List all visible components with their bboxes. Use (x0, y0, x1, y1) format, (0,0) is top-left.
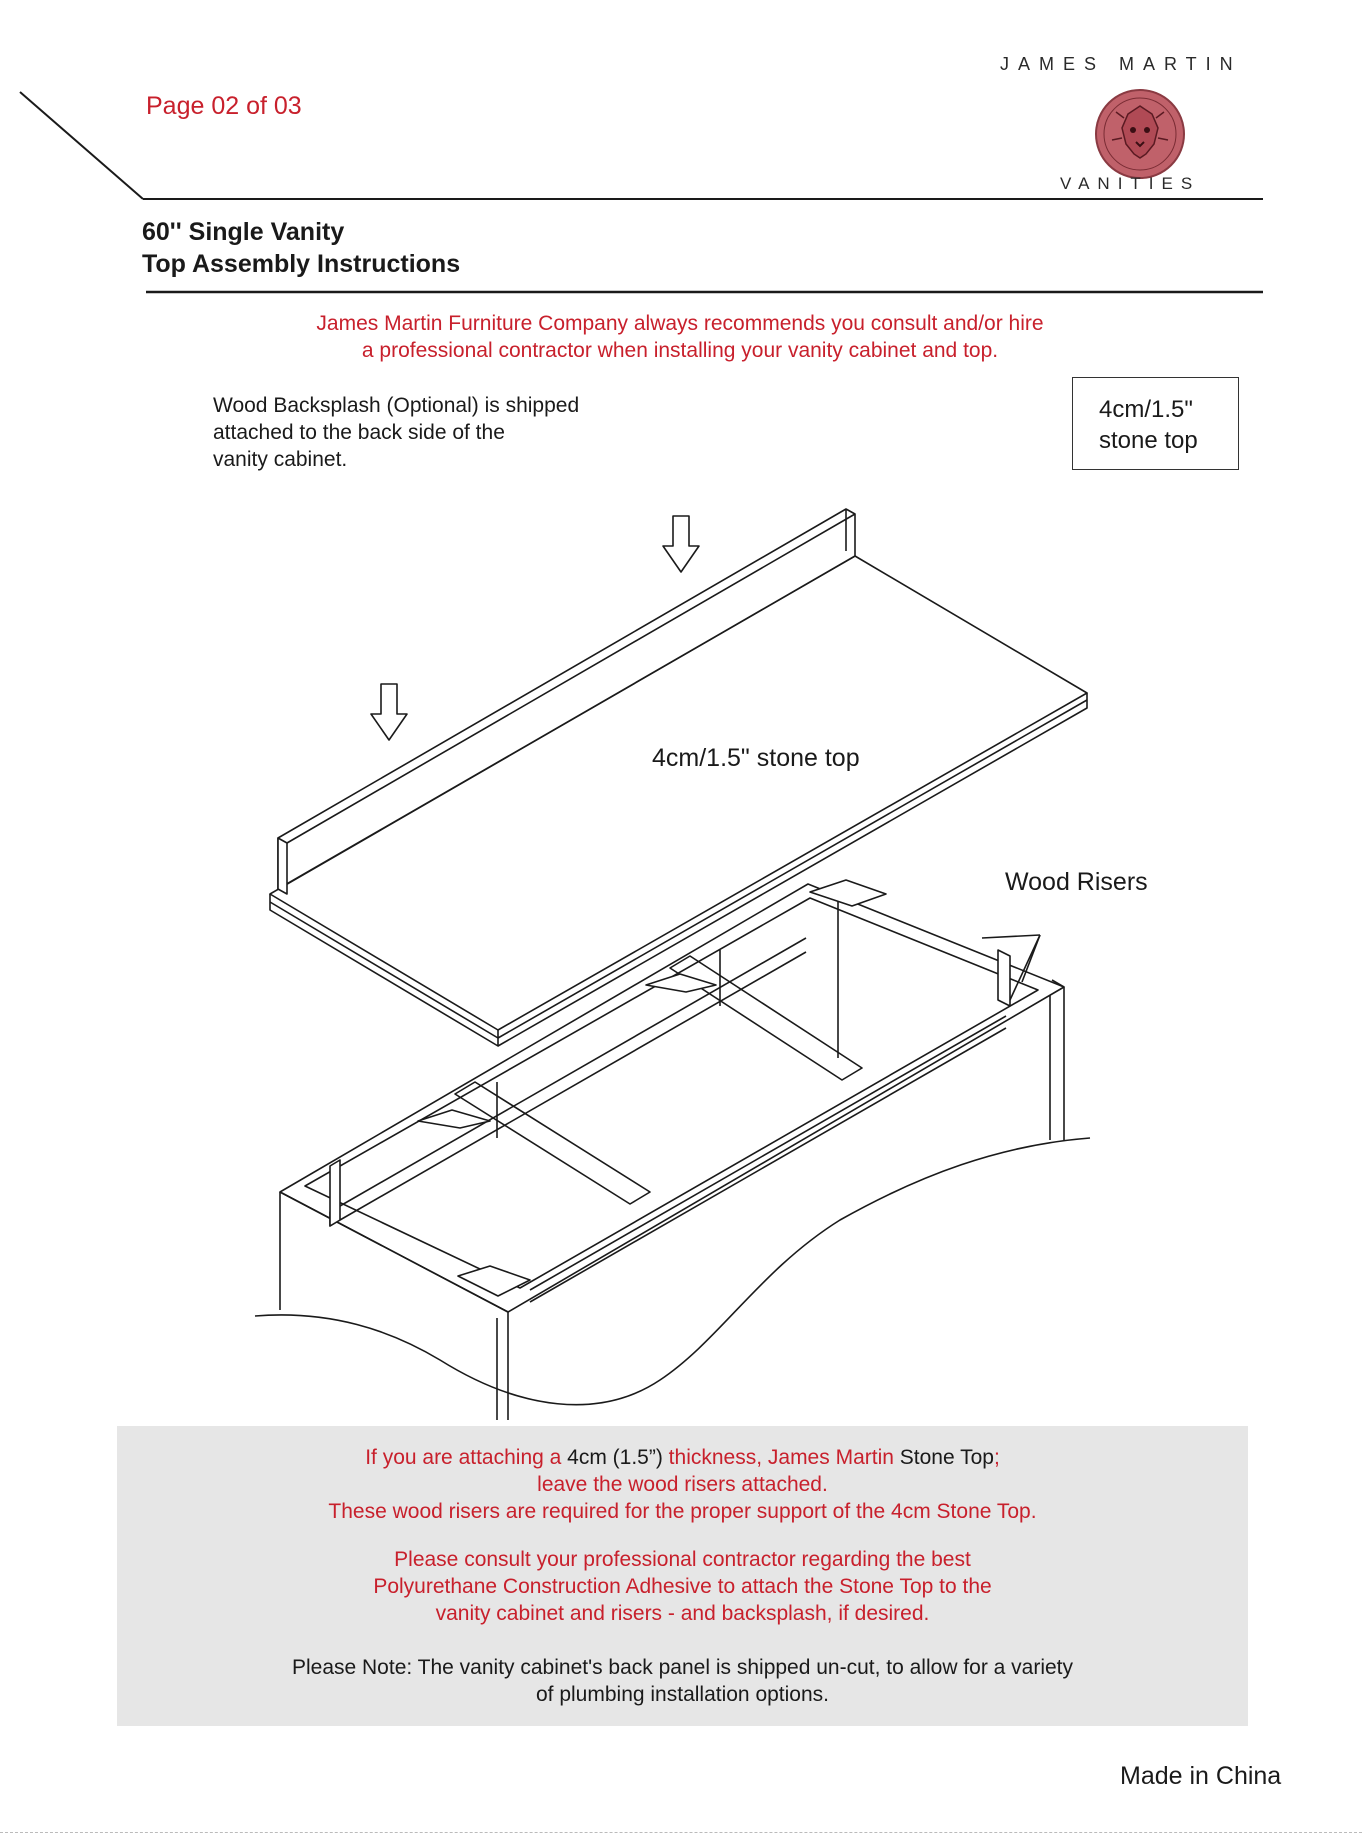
panel-line-1-part-c: thickness, James Martin (662, 1446, 900, 1469)
panel-line-3: These wood risers are required for the proper support of the 4cm Stone Top. (328, 1500, 1037, 1523)
panel-line-5: Polyurethane Construction Adhesive to attach the Stone Top to the (373, 1575, 992, 1598)
panel-line-6: vanity cabinet and risers - and backsplash, if desired. (435, 1602, 930, 1625)
panel-line-1-part-d: Stone Top (899, 1446, 994, 1469)
panel-line-1 (117, 1444, 1248, 1471)
notice-line-2: a professional contractor when installing your vanity cabinet and top. (361, 339, 999, 362)
page-number: Page 02 of 03 (146, 92, 302, 120)
title-line-1: 60'' Single Vanity (142, 218, 345, 246)
title-line-2: Top Assembly Instructions (142, 250, 461, 278)
panel-line-2: leave the wood risers attached. (537, 1473, 828, 1496)
stone-box-line-2: stone top (1099, 427, 1198, 454)
instructions-panel (117, 1426, 1248, 1726)
stone-top-label: 4cm/1.5" stone top (652, 744, 860, 772)
down-arrow-right-icon (663, 516, 699, 572)
panel-line-1-part-e: ; (993, 1446, 1000, 1469)
notice-line-1: James Martin Furniture Company always recommends you consult and/or hire (316, 312, 1044, 335)
down-arrow-left-icon (371, 684, 407, 740)
panel-line-1-part-b: 4cm (1.5”) (567, 1446, 663, 1469)
panel-line-1-part-a: If you are attaching a (365, 1446, 568, 1469)
made-in-label: Made in China (1120, 1762, 1282, 1790)
backsplash-note-line-2: attached to the back side of the (213, 421, 505, 444)
header-rules (20, 92, 1263, 292)
panel-line-7: Please Note: The vanity cabinet's back panel is shipped un-cut, to allow for a variety (291, 1656, 1074, 1679)
bottom-divider (0, 1832, 1362, 1833)
stone-box-line-1: 4cm/1.5" (1099, 396, 1193, 423)
panel-line-8: of plumbing installation options. (535, 1683, 829, 1706)
backsplash-note-line-1: Wood Backsplash (Optional) is shipped (213, 394, 580, 417)
wood-risers-label: Wood Risers (1005, 868, 1148, 896)
panel-line-4: Please consult your professional contractor regarding the best (394, 1548, 971, 1571)
brand-name: JAMES MARTIN (1000, 54, 1242, 74)
brand-subtitle: VANITIES (1060, 174, 1201, 193)
backsplash-note-line-3: vanity cabinet. (213, 448, 348, 471)
